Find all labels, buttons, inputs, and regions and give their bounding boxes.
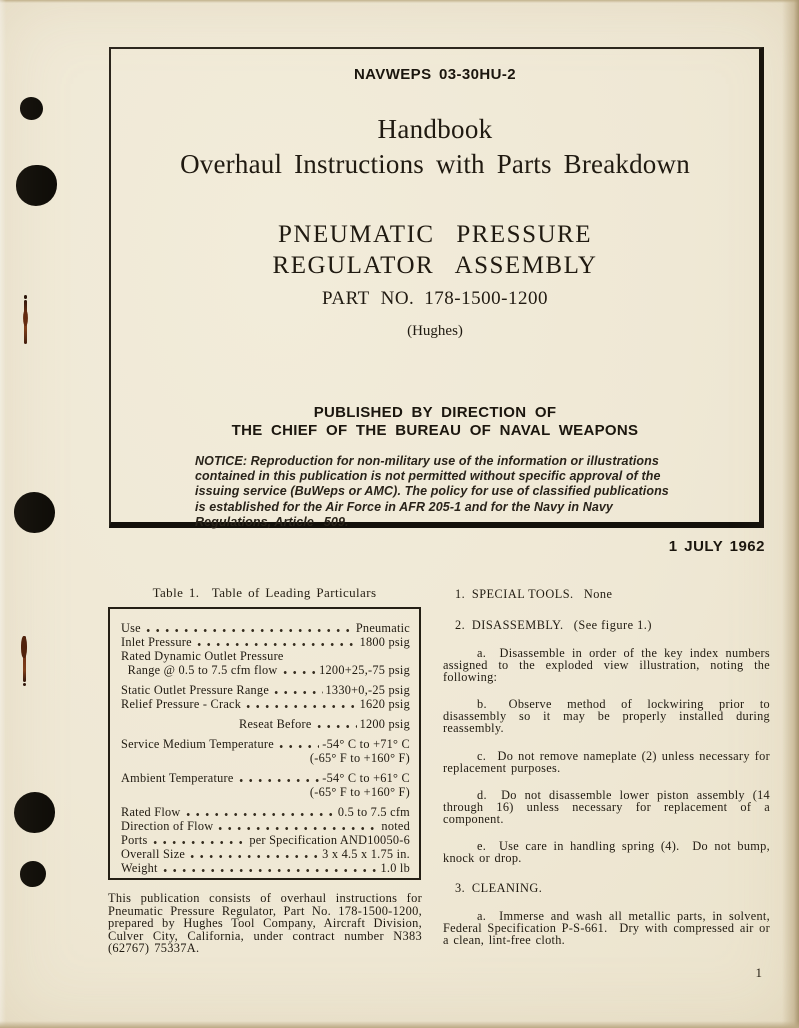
scan-edge-top [0,0,799,3]
instruction-paragraph: e. Use care in handling spring (4). Do not bump, knock or drop. [443,839,770,866]
publisher-line1: PUBLISHED BY DIRECTION OF [313,404,557,421]
leading-particulars-table [108,607,421,880]
notice-text: NOTICE: Reproduction for non-military use of the information or illustrations contained in this publication is not permitted without specific approval of the issuing service (BuWeps or AMC). The policy for use of classified publications is established for the Air Force in AFR 205-1 and for the Navy in Navy Regulations, Article 509. [195,454,669,529]
table-row [121,805,410,819]
punch-hole-mark [14,792,55,833]
row-label: Use [121,621,141,635]
row-label: Rated Flow [121,805,181,819]
row-value: 1800 psig [359,635,410,649]
row-label: Reseat Before [239,717,312,731]
instruction-paragraph: d. Do not disassemble lower piston assembly (14 through 16) unless necessary for replacement of a component. [443,787,770,826]
part-number: PART NO. 178-1500-1200 [322,288,548,309]
table-rows [121,621,410,875]
row-label: Ports [121,833,148,847]
instruction-paragraph: a. Disassemble in order of the key index numbers assigned to the exploded view illustration, noting the following: [443,646,770,685]
handbook-subtitle: Overhaul Instructions with Parts Breakdown [180,149,690,179]
instruction-heading: 3. CLEANING. [455,881,543,896]
leader-dots [190,850,319,860]
row-label: Service Medium Temperature [121,737,274,751]
publication-note: This publication consists of overhaul instructions for Pneumatic Pressure Regulator, Part No. 178-1500-1200, prepared by Hughes Tool Company, Aircraft Division, Culver City, California, under contract number N383 (62767) 75337A. [108,891,422,956]
row-value: 1200 psig [359,717,410,731]
instruction-paragraph: a. Immerse and wash all metallic parts, in solvent, Federal Specification P-S-661. Dry with compressed air or a clean, lint-free cloth. [443,909,770,948]
instruction-heading: 1. SPECIAL TOOLS. None [455,587,613,601]
row-value: 0.5 to 7.5 cfm [337,805,410,819]
table-row [121,649,410,663]
table-row [121,819,410,833]
row-value: -54° C to +71° C [322,737,410,751]
punch-hole-mark [20,861,46,887]
instruction-paragraph: b. Observe method of lockwiring prior to disassembly so it may be properly installed during reassembly. [443,697,770,736]
title-block [109,47,764,528]
row-value-continued: (-65° F to +160° F) [309,785,410,799]
instruction-paragraph: c. Do not remove nameplate (2) unless necessary for replacement purposes. [443,748,770,775]
row-value: -54° C to +61° C [322,771,410,785]
row-label: Static Outlet Pressure Range [121,683,270,697]
table-row [121,683,410,697]
leader-dots [279,740,319,750]
leader-dots [283,666,317,676]
leader-dots [197,638,357,648]
row-label: Relief Pressure - Crack [121,697,242,711]
scan-edge-right [782,0,799,1028]
leader-dots [246,700,356,710]
table-row [121,717,410,731]
instructions-column [443,588,770,947]
publication-date: 1 JULY 1962 [668,538,765,555]
row-label: Rated Dynamic Outlet Pressure [121,649,284,663]
ink-smear-mark [23,636,26,682]
leader-dots [186,808,335,818]
handbook-title: Handbook [377,114,493,144]
row-value: 1330+0,-25 psig [325,683,410,697]
table-row [121,771,410,785]
table-row [121,635,410,649]
row-value: per Specification AND10050-6 [249,833,410,847]
subject-title-line2: REGULATOR ASSEMBLY [272,252,598,279]
row-label: Inlet Pressure [121,635,192,649]
row-label: Weight [121,861,158,875]
scan-edge-bottom [0,1021,799,1028]
manufacturer-name: (Hughes) [407,323,463,339]
row-value: 1.0 lb [380,861,410,875]
subject-title-line1: PNEUMATIC PRESSURE [278,221,592,248]
page-number: 1 [755,965,762,980]
table-row [121,847,410,861]
ink-smear-mark [24,300,27,344]
doc-number: NAVWEPS 03-30HU-2 [353,66,517,83]
leader-dots [218,822,378,832]
table-row [121,621,410,635]
instruction-heading: 2. DISASSEMBLY. (See figure 1.) [455,618,652,632]
punch-hole-mark [16,165,57,206]
leader-dots [146,624,353,634]
leader-dots [163,864,378,874]
table-row [121,663,410,677]
table-caption: Table 1. Table of Leading Particulars [152,585,377,600]
table-row [121,861,410,875]
row-label: Ambient Temperature [121,771,234,785]
row-value: 1620 psig [359,697,410,711]
punch-hole-mark [20,97,43,120]
punch-hole-mark [14,492,55,533]
leader-dots [153,836,247,846]
table-row [121,833,410,847]
leader-dots [317,720,357,730]
row-label: Range @ 0.5 to 7.5 cfm flow [121,663,278,677]
publisher-line2: THE CHIEF OF THE BUREAU OF NAVAL WEAPONS [231,422,639,439]
row-label: Overall Size [121,847,186,861]
leader-dots [239,774,320,784]
scan-edge-left [0,0,6,1028]
row-value: noted [381,819,410,833]
row-label: Direction of Flow [121,819,214,833]
row-value: 1200+25,-75 psig [319,663,410,677]
leader-dots [274,686,322,696]
table-row [121,697,410,711]
row-value: Pneumatic [355,621,410,635]
row-value: 3 x 4.5 x 1.75 in. [322,847,410,861]
row-value-continued: (-65° F to +160° F) [309,751,410,765]
table-row [121,737,410,751]
